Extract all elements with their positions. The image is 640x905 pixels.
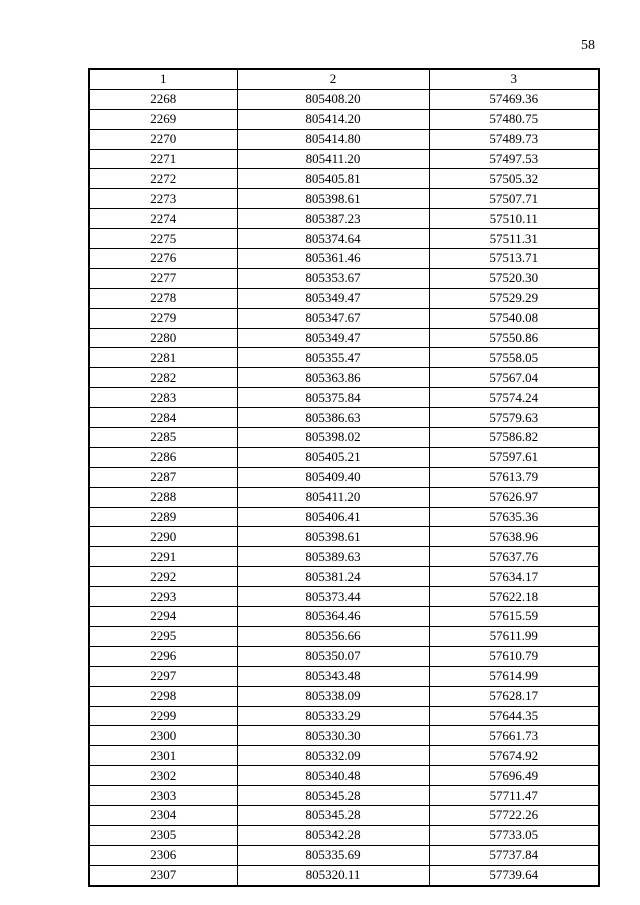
table-cell: 2284 bbox=[89, 408, 237, 428]
table-cell: 2300 bbox=[89, 726, 237, 746]
table-cell: 805342.28 bbox=[237, 825, 429, 845]
table-cell: 805363.86 bbox=[237, 368, 429, 388]
table-cell: 57489.73 bbox=[429, 129, 599, 149]
table-cell: 805414.20 bbox=[237, 109, 429, 129]
table-row bbox=[89, 229, 599, 249]
table-cell: 2292 bbox=[89, 567, 237, 587]
table-cell: 805355.47 bbox=[237, 348, 429, 368]
table-cell: 2301 bbox=[89, 746, 237, 766]
table-cell: 805398.61 bbox=[237, 189, 429, 209]
table-row bbox=[89, 467, 599, 487]
table-row bbox=[89, 507, 599, 527]
table-cell: 57722.26 bbox=[429, 805, 599, 825]
table-cell: 805347.67 bbox=[237, 308, 429, 328]
table-row bbox=[89, 348, 599, 368]
table-row bbox=[89, 786, 599, 806]
table-cell: 2295 bbox=[89, 626, 237, 646]
table-row bbox=[89, 726, 599, 746]
table-cell: 57610.79 bbox=[429, 646, 599, 666]
table-cell: 2304 bbox=[89, 805, 237, 825]
table-cell: 805389.63 bbox=[237, 547, 429, 567]
table-row bbox=[89, 328, 599, 348]
table-cell: 57520.30 bbox=[429, 268, 599, 288]
table-row bbox=[89, 547, 599, 567]
table-cell: 805409.40 bbox=[237, 467, 429, 487]
table-cell: 805408.20 bbox=[237, 89, 429, 109]
table-row bbox=[89, 109, 599, 129]
table-cell: 57674.92 bbox=[429, 746, 599, 766]
page-number: 58 bbox=[581, 38, 595, 53]
table-cell: 57614.99 bbox=[429, 666, 599, 686]
table-cell: 57644.35 bbox=[429, 706, 599, 726]
table-row bbox=[89, 865, 599, 885]
table-cell: 2302 bbox=[89, 766, 237, 786]
table-cell: 2307 bbox=[89, 865, 237, 885]
table-cell: 805375.84 bbox=[237, 388, 429, 408]
table-cell: 57611.99 bbox=[429, 626, 599, 646]
table-row bbox=[89, 408, 599, 428]
table-cell: 805361.46 bbox=[237, 249, 429, 269]
table-cell: 805350.07 bbox=[237, 646, 429, 666]
table-cell: 2290 bbox=[89, 527, 237, 547]
table-cell: 805340.48 bbox=[237, 766, 429, 786]
table-row bbox=[89, 89, 599, 109]
table-cell: 57626.97 bbox=[429, 487, 599, 507]
table-row bbox=[89, 249, 599, 269]
table-cell: 57635.36 bbox=[429, 507, 599, 527]
table-cell: 805345.28 bbox=[237, 805, 429, 825]
table-cell: 57597.61 bbox=[429, 447, 599, 467]
column-header: 2 bbox=[237, 69, 429, 89]
table-cell: 57550.86 bbox=[429, 328, 599, 348]
table-cell: 57737.84 bbox=[429, 845, 599, 865]
table-cell: 2277 bbox=[89, 268, 237, 288]
table-cell: 805374.64 bbox=[237, 229, 429, 249]
table-row bbox=[89, 587, 599, 607]
table-cell: 57586.82 bbox=[429, 428, 599, 448]
table-cell: 2303 bbox=[89, 786, 237, 806]
table-cell: 805353.67 bbox=[237, 268, 429, 288]
table-row bbox=[89, 646, 599, 666]
table-cell: 805381.24 bbox=[237, 567, 429, 587]
table-cell: 805349.47 bbox=[237, 288, 429, 308]
table-cell: 805405.81 bbox=[237, 169, 429, 189]
table-row bbox=[89, 686, 599, 706]
table-cell: 805320.11 bbox=[237, 865, 429, 885]
table-cell: 57558.05 bbox=[429, 348, 599, 368]
table-cell: 57615.59 bbox=[429, 607, 599, 627]
table-cell: 2282 bbox=[89, 368, 237, 388]
table-cell: 2298 bbox=[89, 686, 237, 706]
table-cell: 57661.73 bbox=[429, 726, 599, 746]
column-header: 1 bbox=[89, 69, 237, 89]
table-cell: 57622.18 bbox=[429, 587, 599, 607]
table-row bbox=[89, 607, 599, 627]
table-cell: 2271 bbox=[89, 149, 237, 169]
table-cell: 57628.17 bbox=[429, 686, 599, 706]
table-cell: 2272 bbox=[89, 169, 237, 189]
table-row bbox=[89, 487, 599, 507]
table-cell: 57579.63 bbox=[429, 408, 599, 428]
table-row bbox=[89, 388, 599, 408]
table-cell: 805343.48 bbox=[237, 666, 429, 686]
table-row bbox=[89, 825, 599, 845]
table-cell: 2288 bbox=[89, 487, 237, 507]
table-cell: 2269 bbox=[89, 109, 237, 129]
table-cell: 57574.24 bbox=[429, 388, 599, 408]
table-cell: 805405.21 bbox=[237, 447, 429, 467]
table-cell: 805387.23 bbox=[237, 209, 429, 229]
table-cell: 2270 bbox=[89, 129, 237, 149]
table-cell: 57733.05 bbox=[429, 825, 599, 845]
table-cell: 805330.30 bbox=[237, 726, 429, 746]
table-cell: 805398.02 bbox=[237, 428, 429, 448]
table-row bbox=[89, 288, 599, 308]
table-cell: 805373.44 bbox=[237, 587, 429, 607]
table-row bbox=[89, 268, 599, 288]
table-header-row bbox=[89, 69, 599, 89]
table-cell: 805349.47 bbox=[237, 328, 429, 348]
table-row bbox=[89, 169, 599, 189]
table-cell: 57638.96 bbox=[429, 527, 599, 547]
table-cell: 57529.29 bbox=[429, 288, 599, 308]
table-body bbox=[89, 89, 599, 885]
table-cell: 2293 bbox=[89, 587, 237, 607]
table-row bbox=[89, 447, 599, 467]
table-row bbox=[89, 368, 599, 388]
table-cell: 57511.31 bbox=[429, 229, 599, 249]
table-cell: 57696.49 bbox=[429, 766, 599, 786]
table-cell: 805386.63 bbox=[237, 408, 429, 428]
table-cell: 57739.64 bbox=[429, 865, 599, 885]
table-cell: 2281 bbox=[89, 348, 237, 368]
table-cell: 805332.09 bbox=[237, 746, 429, 766]
table-cell: 57497.53 bbox=[429, 149, 599, 169]
table-row bbox=[89, 129, 599, 149]
coordinates-table bbox=[88, 68, 600, 887]
table-cell: 2291 bbox=[89, 547, 237, 567]
table-cell: 2287 bbox=[89, 467, 237, 487]
table-cell: 2275 bbox=[89, 229, 237, 249]
table-cell: 57507.71 bbox=[429, 189, 599, 209]
table-cell: 2274 bbox=[89, 209, 237, 229]
table-cell: 57634.17 bbox=[429, 567, 599, 587]
table-row bbox=[89, 746, 599, 766]
table-cell: 805338.09 bbox=[237, 686, 429, 706]
table-row bbox=[89, 149, 599, 169]
table-cell: 57613.79 bbox=[429, 467, 599, 487]
table-cell: 805414.80 bbox=[237, 129, 429, 149]
table-row bbox=[89, 766, 599, 786]
table-cell: 805335.69 bbox=[237, 845, 429, 865]
table-cell: 57567.04 bbox=[429, 368, 599, 388]
table-cell: 805356.66 bbox=[237, 626, 429, 646]
table-cell: 57513.71 bbox=[429, 249, 599, 269]
table-cell: 57469.36 bbox=[429, 89, 599, 109]
table-cell: 2294 bbox=[89, 607, 237, 627]
table-cell: 2297 bbox=[89, 666, 237, 686]
table-cell: 2279 bbox=[89, 308, 237, 328]
table-cell: 2285 bbox=[89, 428, 237, 448]
table-row bbox=[89, 666, 599, 686]
table-cell: 2283 bbox=[89, 388, 237, 408]
table-cell: 2268 bbox=[89, 89, 237, 109]
table-cell: 57505.32 bbox=[429, 169, 599, 189]
column-header: 3 bbox=[429, 69, 599, 89]
table-cell: 805333.29 bbox=[237, 706, 429, 726]
table-row bbox=[89, 527, 599, 547]
table-cell: 2276 bbox=[89, 249, 237, 269]
table-cell: 2273 bbox=[89, 189, 237, 209]
table-cell: 2305 bbox=[89, 825, 237, 845]
table-cell: 57540.08 bbox=[429, 308, 599, 328]
table-cell: 2286 bbox=[89, 447, 237, 467]
table-cell: 2296 bbox=[89, 646, 237, 666]
table-cell: 57510.11 bbox=[429, 209, 599, 229]
table-cell: 57711.47 bbox=[429, 786, 599, 806]
table-cell: 57637.76 bbox=[429, 547, 599, 567]
table-row bbox=[89, 308, 599, 328]
table-cell: 805411.20 bbox=[237, 487, 429, 507]
table-cell: 805364.46 bbox=[237, 607, 429, 627]
table-row bbox=[89, 189, 599, 209]
table-cell: 57480.75 bbox=[429, 109, 599, 129]
table-cell: 805406.41 bbox=[237, 507, 429, 527]
table-row bbox=[89, 567, 599, 587]
table-cell: 2306 bbox=[89, 845, 237, 865]
table-cell: 805411.20 bbox=[237, 149, 429, 169]
table-row bbox=[89, 626, 599, 646]
table-row bbox=[89, 805, 599, 825]
table-cell: 2299 bbox=[89, 706, 237, 726]
table-cell: 2280 bbox=[89, 328, 237, 348]
table-row bbox=[89, 706, 599, 726]
table-row bbox=[89, 428, 599, 448]
table-cell: 2278 bbox=[89, 288, 237, 308]
table-cell: 805398.61 bbox=[237, 527, 429, 547]
table-cell: 2289 bbox=[89, 507, 237, 527]
table-row bbox=[89, 209, 599, 229]
table-cell: 805345.28 bbox=[237, 786, 429, 806]
table-row bbox=[89, 845, 599, 865]
